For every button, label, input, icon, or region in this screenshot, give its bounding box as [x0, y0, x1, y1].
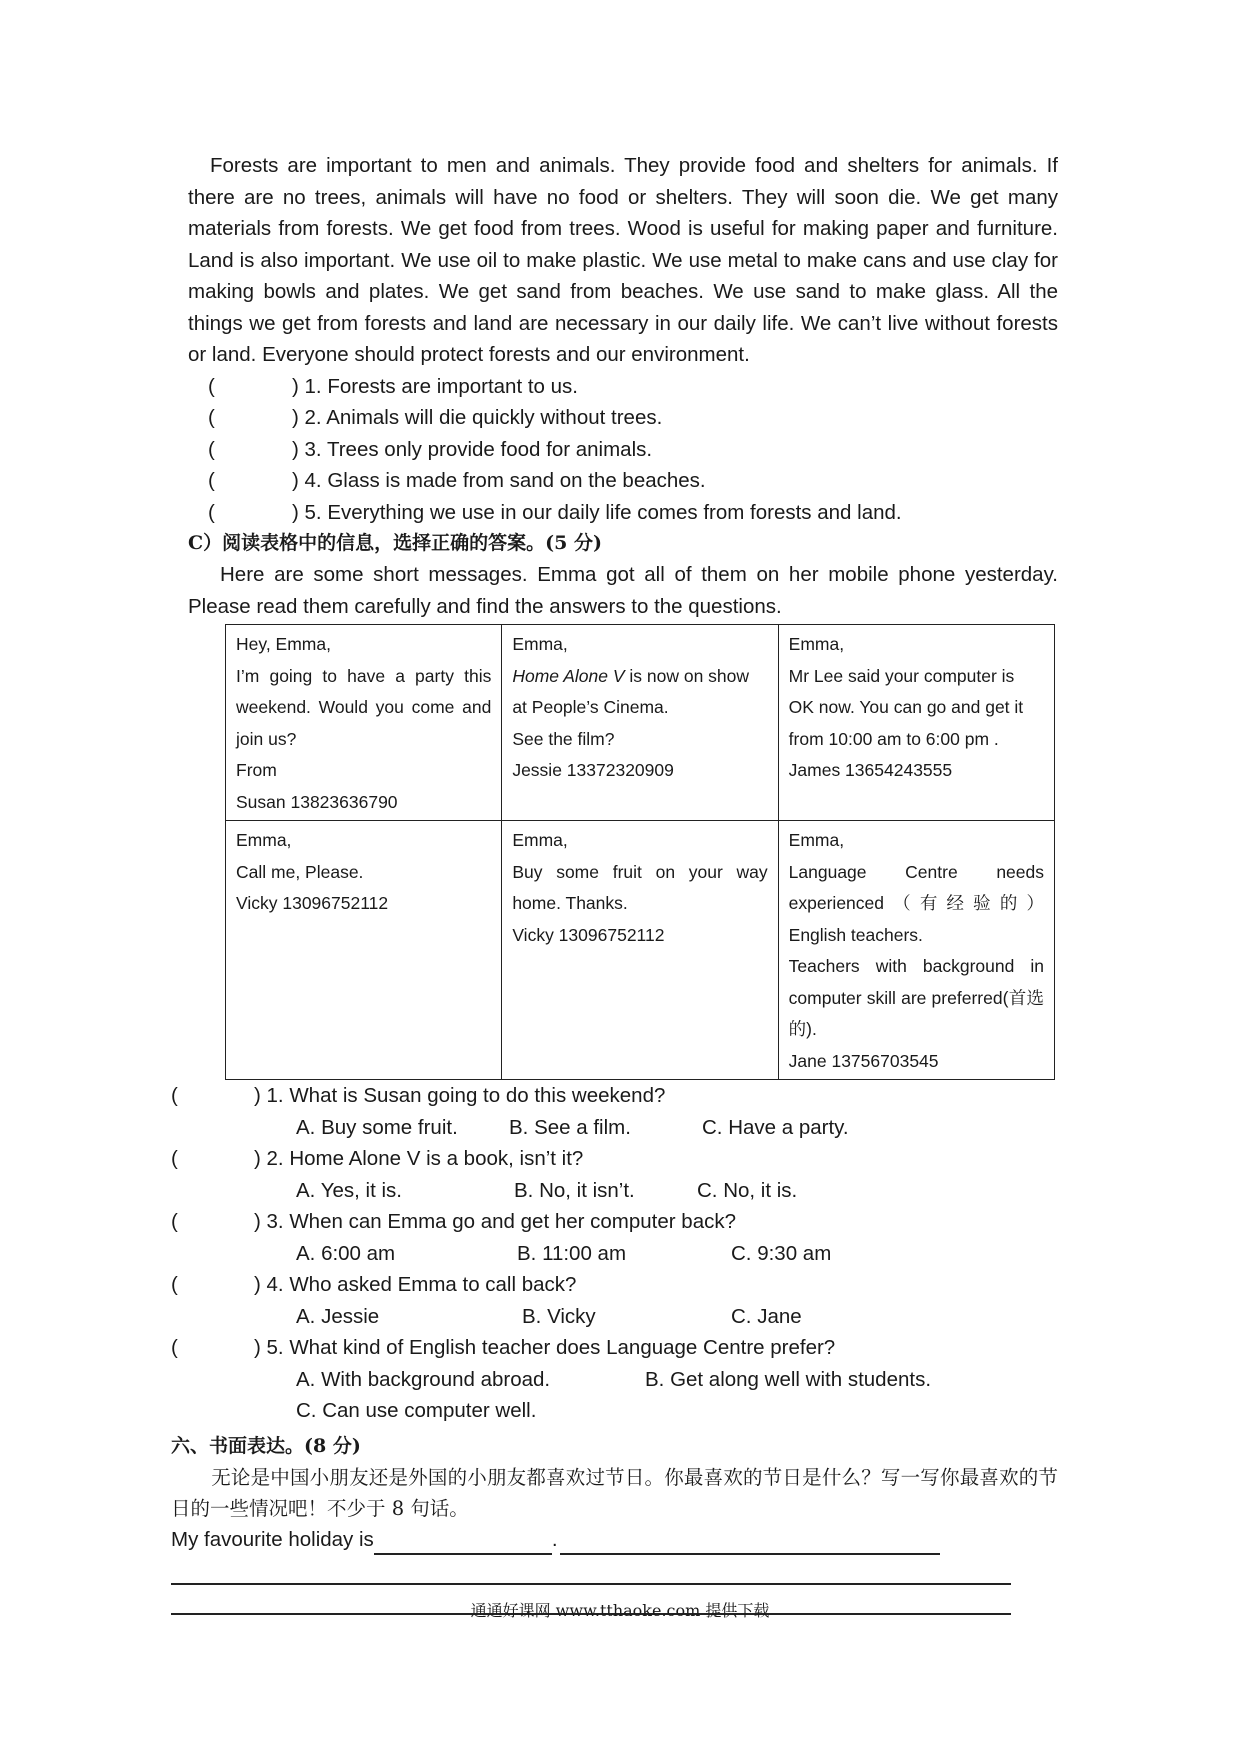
- message-cell: Emma, Language Centre needs experienced（有经验的）English teachers. Teachers with background in computer skill are preferred(首选的). Jane 13756703545: [778, 821, 1054, 1080]
- answer-blank[interactable]: (: [208, 469, 215, 492]
- mcq-item: ( ) 1. What is Susan going to do this weekend? A. Buy some fruit. B. See a film. C. Have a party.: [171, 1080, 1058, 1143]
- mcq-item: ( ) 3. When can Emma go and get her computer back? A. 6:00 am B. 11:00 am C. 9:30 am: [171, 1206, 1058, 1269]
- multiple-choice-list: [171, 1080, 1058, 1427]
- tf-item: ( ) 4. Glass is made from sand on the beaches.: [188, 465, 1058, 497]
- writing-line[interactable]: [560, 1527, 940, 1555]
- message-cell: Emma, Call me, Please. Vicky 13096752112: [226, 821, 502, 1080]
- section-c-intro: Here are some short messages. Emma got all of them on her mobile phone yesterday. Please read them carefully and find the answers to the questions.: [188, 563, 1058, 618]
- answer-blank[interactable]: (: [171, 1147, 178, 1170]
- tf-item: ( ) 3. Trees only provide food for animals.: [188, 434, 1058, 466]
- mcq-item: ( ) 4. Who asked Emma to call back? A. Jessie B. Vicky C. Jane: [171, 1269, 1058, 1332]
- message-cell: Hey, Emma, I’m going to have a party this weekend. Would you come and join us? From Susan 13823636790: [226, 625, 502, 821]
- answer-blank[interactable]: (: [208, 374, 215, 398]
- mcq-item: ( ) 2. Home Alone V is a book, isn’t it? A. Yes, it is. B. No, it isn’t. C. No, it is.: [171, 1143, 1058, 1206]
- holiday-name-blank[interactable]: [374, 1527, 552, 1555]
- answer-blank[interactable]: (: [171, 1210, 178, 1233]
- tf-item: ( ) 5. Everything we use in our daily life comes from forests and land.: [188, 497, 1058, 529]
- worksheet-page: [171, 150, 1058, 1615]
- writing-line[interactable]: [171, 1581, 1011, 1585]
- writing-starter: My favourite holiday is: [171, 1527, 374, 1551]
- answer-blank[interactable]: (: [208, 500, 215, 524]
- tf-item: ( ) 2. Animals will die quickly without trees.: [188, 402, 1058, 434]
- section-c-heading: C）阅读表格中的信息，选择正确的答案。(5 分): [188, 532, 602, 554]
- answer-blank[interactable]: (: [171, 1084, 178, 1107]
- writing-starter-line: My favourite holiday is .: [171, 1524, 1058, 1555]
- page-footer: 通通好课网 www.tthaoke.com 提供下载: [470, 1601, 770, 1620]
- true-false-list: [188, 371, 1058, 529]
- mcq-item: ( ) 5. What kind of English teacher does Language Centre prefer? A. With background abroad. B. Get along well with students. C. Can use computer well.: [171, 1332, 1058, 1427]
- answer-blank[interactable]: (: [171, 1273, 178, 1296]
- messages-table: [225, 624, 1055, 1080]
- answer-blank[interactable]: (: [171, 1336, 178, 1359]
- reading-passage: [188, 150, 1058, 371]
- section-6-heading: 六、书面表达。(8 分): [171, 1434, 361, 1457]
- answer-blank[interactable]: (: [208, 406, 215, 429]
- answer-blank[interactable]: (: [208, 437, 215, 461]
- message-cell: Emma, Mr Lee said your computer is OK now. You can go and get it from 10:00 am to 6:00 pm . James 13654243555: [778, 625, 1054, 821]
- passage-text: Forests are important to men and animals. They provide food and shelters for animals. If there are no trees, animals will have no food or shelters. They will soon die. We get many materials from forests. We get food from trees. Wood is useful for making paper and furniture. Land is also important. We use oil to make plastic. We use metal to make cans and use clay for making bowls and plates. We get sand from beaches. We use sand to make glass. All the things we get from forests and land are necessary in our daily life. We can’t live without forests or land. Everyone should protect forests and our environment.: [188, 154, 1058, 366]
- film-title: Home Alone V: [512, 665, 625, 686]
- tf-item: ( ) 1. Forests are important to us.: [188, 371, 1058, 403]
- message-cell: Emma, Buy some fruit on your way home. Thanks. Vicky 13096752112: [502, 821, 778, 1080]
- writing-prompt: 无论是中国小朋友还是外国的小朋友都喜欢过节日。你最喜欢的节日是什么？写一写你最喜欢的节日的一些情况吧！不少于 8 句话。: [171, 1465, 1058, 1520]
- message-cell: Emma, Home Alone V is now on show at People’s Cinema. See the film? Jessie 13372320909: [502, 625, 778, 821]
